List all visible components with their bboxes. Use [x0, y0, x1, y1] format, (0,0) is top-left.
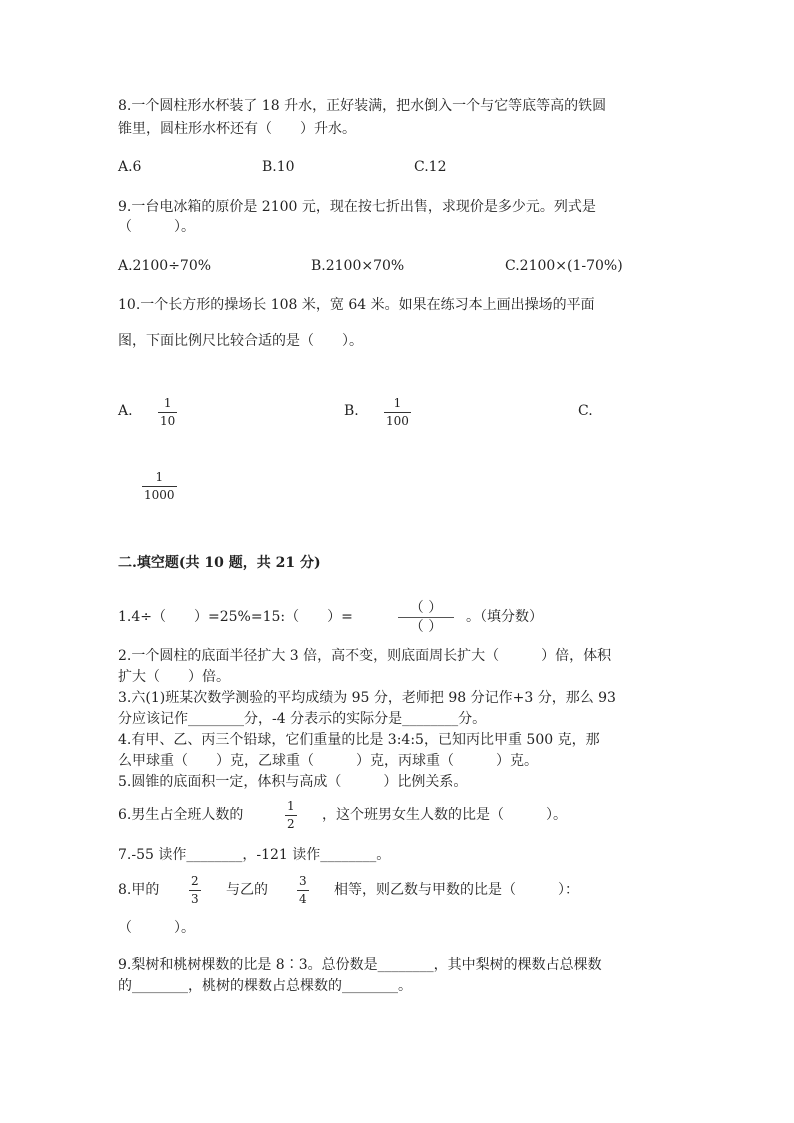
q8-line1: 8.一个圆柱形水杯装了 18 升水，正好装满，把水倒入一个与它等底等高的铁圆 [118, 98, 607, 114]
fraction-denominator: 3 [191, 892, 199, 906]
f6-fraction [285, 799, 297, 832]
q8-option-c: C.12 [414, 159, 447, 175]
f7-line1: 7.-55 读作________，-121 读作________。 [118, 847, 391, 863]
fraction-denominator: 100 [386, 414, 409, 428]
q10-option-b-label: B. [344, 403, 359, 419]
f8-part2: 与乙的 [226, 882, 268, 898]
q9-option-a: A.2100÷70% [118, 258, 212, 274]
q10-option-a-label: A. [118, 403, 133, 419]
q9-line1: 9.一台电冰箱的原价是 2100 元，现在按七折出售，求现价是多少元。列式是 [118, 199, 596, 215]
f8-line2: （ ）。 [118, 920, 195, 936]
q10-line2: 图，下面比例尺比较合适的是（ ）。 [118, 333, 363, 349]
f3-line2: 分应该记作________分，-4 分表示的实际分是________分。 [118, 711, 487, 727]
f8-fraction-2 [297, 874, 309, 907]
fraction-bar [189, 890, 201, 891]
q10-option-b-fraction [384, 396, 411, 429]
q9-line2: （ ）。 [118, 219, 195, 235]
fraction-denominator: 4 [299, 892, 307, 906]
f8-fraction-1 [189, 874, 201, 907]
fraction-denominator: 2 [287, 817, 295, 831]
f9-line2: 的________，桃树的棵数占总棵数的________。 [118, 978, 412, 994]
f1-part2: 。（填分数） [466, 609, 543, 625]
fraction-numerator: 1 [287, 799, 295, 813]
q8-option-a: A.6 [118, 159, 142, 175]
f4-line1: 4.有甲、乙、丙三个铅球，它们重量的比是 3:4:5，已知丙比甲重 500 克，那 [118, 732, 600, 748]
fraction-bar [142, 486, 177, 487]
q10-option-c-fraction [142, 470, 177, 503]
f9-line1: 9.梨树和桃树棵数的比是 8∶3。总份数是________，其中梨树的棵数占总棵数 [118, 957, 602, 973]
q8-line2: 锥里，圆柱形水杯还有（ ）升水。 [118, 121, 356, 137]
fraction-bar [158, 412, 177, 413]
f8-part3: 相等，则乙数与甲数的比是（ ）： [334, 882, 579, 898]
fraction-bar [297, 890, 309, 891]
fraction-denominator: 1000 [144, 488, 175, 502]
fraction-denominator: 10 [160, 414, 176, 428]
f3-line1: 3.六(1)班某次数学测验的平均成绩为 95 分，老师把 98 分记作+3 分，那么 93 [118, 690, 616, 706]
q9-option-c: C.2100×(1-70%) [505, 258, 623, 274]
fraction-numerator: 1 [155, 470, 164, 484]
fraction-numerator: 3 [299, 874, 307, 888]
fraction-numerator: 2 [191, 874, 199, 888]
fraction-bar [285, 815, 297, 816]
f6-part2: ，这个班男女生人数的比是（ ）。 [322, 807, 567, 823]
q10-line1: 10.一个长方形的操场长 108 米，宽 64 米。如果在练习本上画出操场的平面 [118, 297, 595, 313]
fraction-numerator: 1 [163, 396, 172, 410]
f1-fraction [398, 600, 454, 635]
fraction-bar [384, 412, 411, 413]
fraction-numerator: （ ） [409, 600, 443, 616]
fraction-numerator: 1 [393, 396, 402, 410]
f2-line2: 扩大（ ）倍。 [118, 669, 230, 685]
q10-option-a-fraction [158, 396, 177, 429]
f5-line1: 5.圆锥的底面积一定，体积与高成（ ）比例关系。 [118, 774, 468, 790]
f4-line2: 么甲球重（ ）克，乙球重（ ）克，丙球重（ ）克。 [118, 753, 538, 769]
fraction-bar [398, 617, 454, 618]
q8-option-b: B.10 [262, 159, 295, 175]
f8-part1: 8.甲的 [118, 882, 160, 898]
f1-part1: 1.4÷（ ）=25%=15:（ ）= [118, 609, 353, 625]
section-title: 二.填空题(共 10 题，共 21 分) [118, 555, 321, 571]
f2-line1: 2.一个圆柱的底面半径扩大 3 倍，高不变，则底面周长扩大（ ）倍，体积 [118, 648, 612, 664]
f6-part1: 6.男生占全班人数的 [118, 807, 244, 823]
q10-option-c-label: C. [578, 403, 593, 419]
q9-option-b: B.2100×70% [311, 258, 405, 274]
fraction-denominator: （ ） [409, 619, 443, 635]
